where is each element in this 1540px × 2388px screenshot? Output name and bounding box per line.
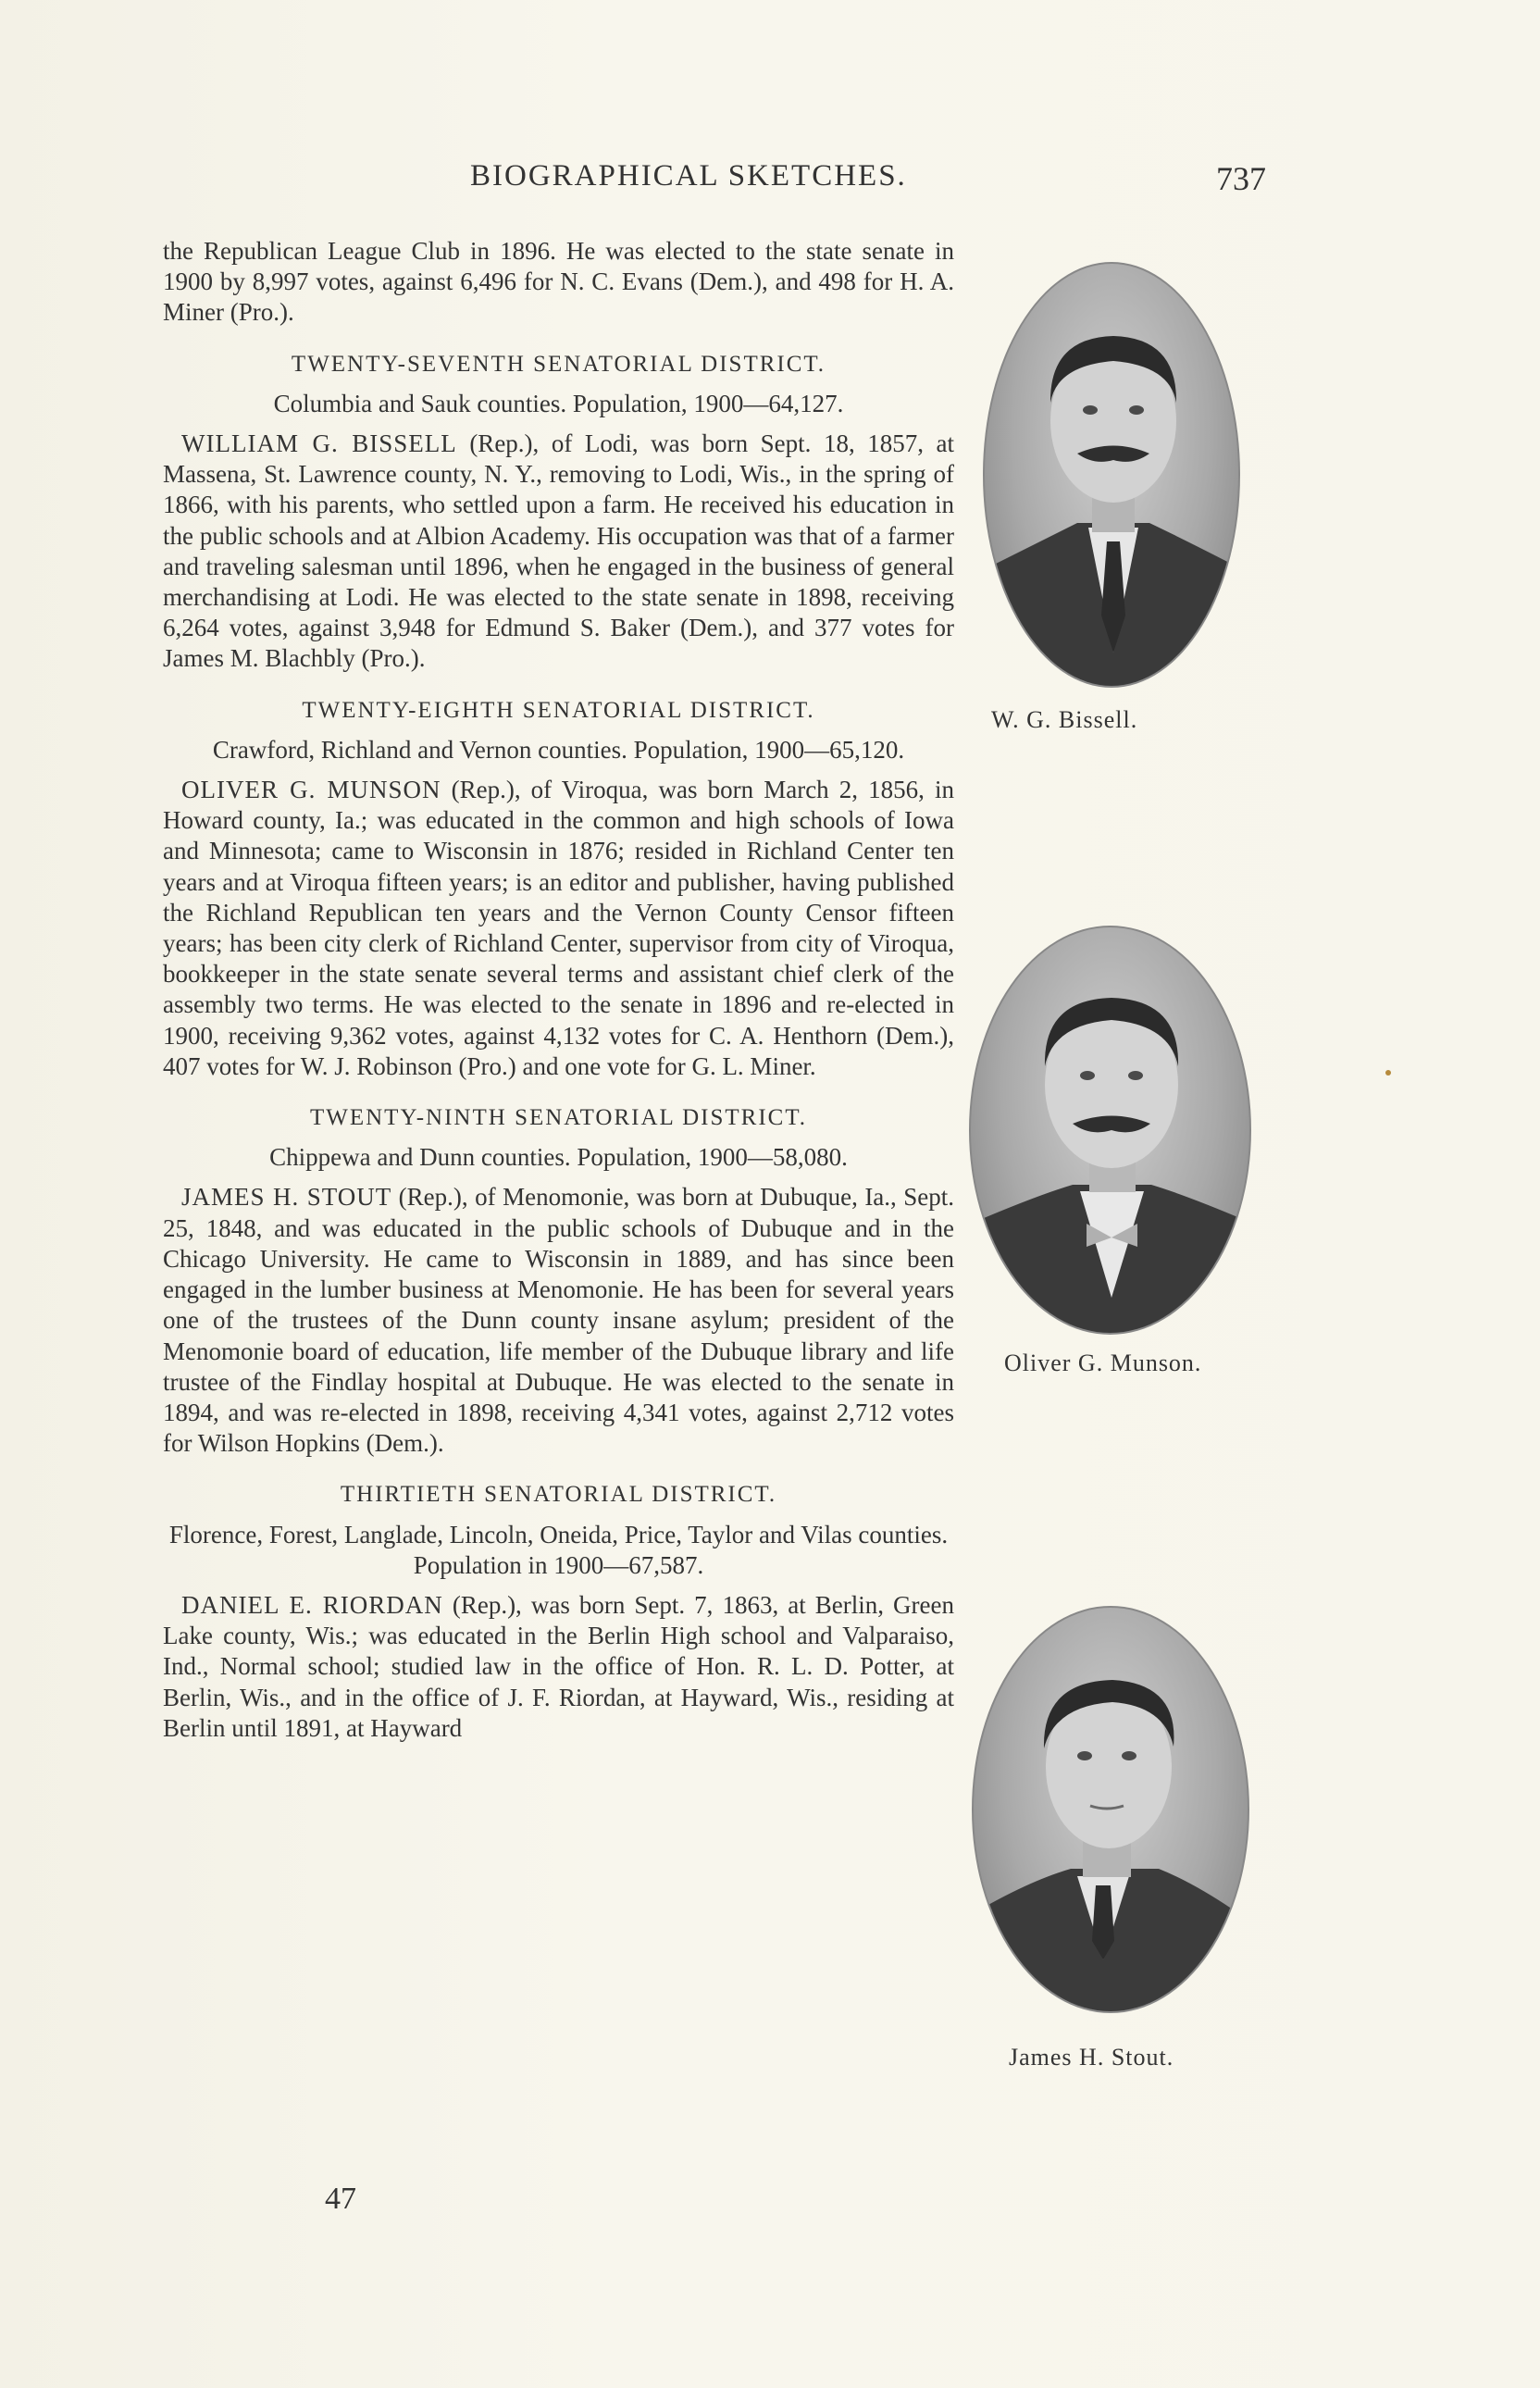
caption-bissell: W. G. Bissell. (991, 706, 1138, 733)
portrait-figure-munson (971, 927, 1251, 1335)
portrait-stout (972, 1606, 1249, 2013)
senator-name-bissell: WILLIAM G. BISSELL (181, 429, 457, 458)
page-number: 737 (1216, 160, 1266, 197)
senator-name-riordan: DANIEL E. RIORDAN (181, 1590, 443, 1619)
biography-stout (163, 1182, 954, 1459)
senator-name-munson: OLIVER G. MUNSON (181, 776, 441, 804)
caption-munson: Oliver G. Munson. (1004, 1349, 1202, 1376)
district-counties-28: Crawford, Richland and Vernon counties. Population, 1900—65,120. (212, 735, 905, 764)
portrait-figure-bissell (985, 264, 1240, 688)
district-counties-30: Florence, Forest, Langlade, Lincoln, Oneida, Price, Taylor and Vilas counties. Population in 1900—67,587. (168, 1520, 949, 1579)
district-heading-27: TWENTY-SEVENTH SENATORIAL DISTRICT. (291, 351, 826, 377)
district-heading-28: TWENTY-EIGHTH SENATORIAL DISTRICT. (302, 697, 815, 723)
biography-text-stout: (Rep.), of Menomonie, was born at Dubuque, Ia., Sept. 25, 1848, and was educated in the public schools of Dubuque and in the Chicago University. He came to Wisconsin in 1889, and has since been engaged in the lumber business at Menomonie. He has been for several years one of the trustees of the Dunn county insane asylum; president of the Menomonie board of education, life member of the Dubuque library and life trustee of the Findlay hospital at Dubuque. He was elected to the senate in 1894, and was re-elected in 1898, receiving 4,341 votes, against 2,712 votes for Wilson Hopkins (Dem.). (163, 1183, 955, 1458)
biography-text-riordan: (Rep.), was born Sept. 7, 1863, at Berlin, Green Lake county, Wis.; was educated in the Berlin High school and Valparaiso, Ind., Normal school; studied law in the office of Hon. R. L. D. Potter, at Berlin, Wis., and in the office of J. F. Riordan, at Hayward, Wis., residing at Berlin until 1891, at Hayward (163, 1590, 955, 1742)
portrait-figure-stout (974, 1608, 1249, 2013)
continued-paragraph: the Republican League Club in 1896. He was elected to the state senate in 1900 by 8,997 votes, against 6,496 for N. C. Evans (Dem.), and 498 for H. A. Miner (Pro.). (163, 237, 954, 327)
signature-mark: 47 (325, 2182, 356, 2216)
biography-bissell (163, 429, 954, 675)
senator-name-stout: JAMES H. STOUT (181, 1183, 392, 1212)
portrait-photo-stout (972, 1606, 1249, 2013)
portrait-munson (969, 926, 1251, 1335)
portrait-photo-bissell (983, 262, 1240, 688)
district-counties-29: Chippewa and Dunn counties. Population, 1900—58,080. (269, 1143, 848, 1172)
biography-riordan (163, 1590, 954, 1744)
portrait-bissell (983, 262, 1240, 688)
biography-munson (163, 775, 954, 1082)
biography-text-munson: (Rep.), of Viroqua, was born March 2, 1856, in Howard county, Ia.; was educated in the common and high schools of Iowa and Minnesota; came to Wisconsin in 1876; resided in Richland Center ten years and at Viroqua fifteen years; is an editor and publisher, having published the Richland Republican ten years and the Vernon County Censor fifteen years; has been city clerk of Richland Center, supervisor from city of Viroqua, bookkeeper in the state senate several terms and assistant chief clerk of the assembly two terms. He was elected to the senate in 1896 and re-elected in 1900, receiving 9,362 votes, against 4,132 votes for C. A. Henthorn (Dem.), 407 votes for W. J. Robinson (Pro.) and one vote for G. L. Miner. (163, 776, 955, 1080)
caption-stout: James H. Stout. (1009, 2044, 1174, 2071)
district-counties-27: Columbia and Sauk counties. Population, 1900—64,127. (273, 389, 844, 417)
stray-ink-dot (1385, 1070, 1391, 1076)
text-column (163, 236, 954, 1744)
running-title: BIOGRAPHICAL SKETCHES. (470, 159, 907, 193)
district-heading-30: THIRTIETH SENATORIAL DISTRICT. (340, 1482, 777, 1508)
page-header (470, 159, 1266, 205)
district-heading-29: TWENTY-NINTH SENATORIAL DISTRICT. (309, 1105, 807, 1131)
portrait-photo-munson (969, 926, 1251, 1335)
biography-text-bissell: (Rep.), of Lodi, was born Sept. 18, 1857, at Massena, St. Lawrence county, N. Y., removing to Lodi, Wis., in the spring of 1866, with his parents, who settled upon a farm. He received his education in the public schools and at Albion Academy. His occupation was that of a farmer and traveling salesman until 1896, when he engaged in the business of general merchandising at Lodi. He was elected to the state senate in 1898, receiving 6,264 votes, against 3,948 for Edmund S. Baker (Dem.), and 377 votes for James M. Blachbly (Pro.). (163, 429, 954, 673)
